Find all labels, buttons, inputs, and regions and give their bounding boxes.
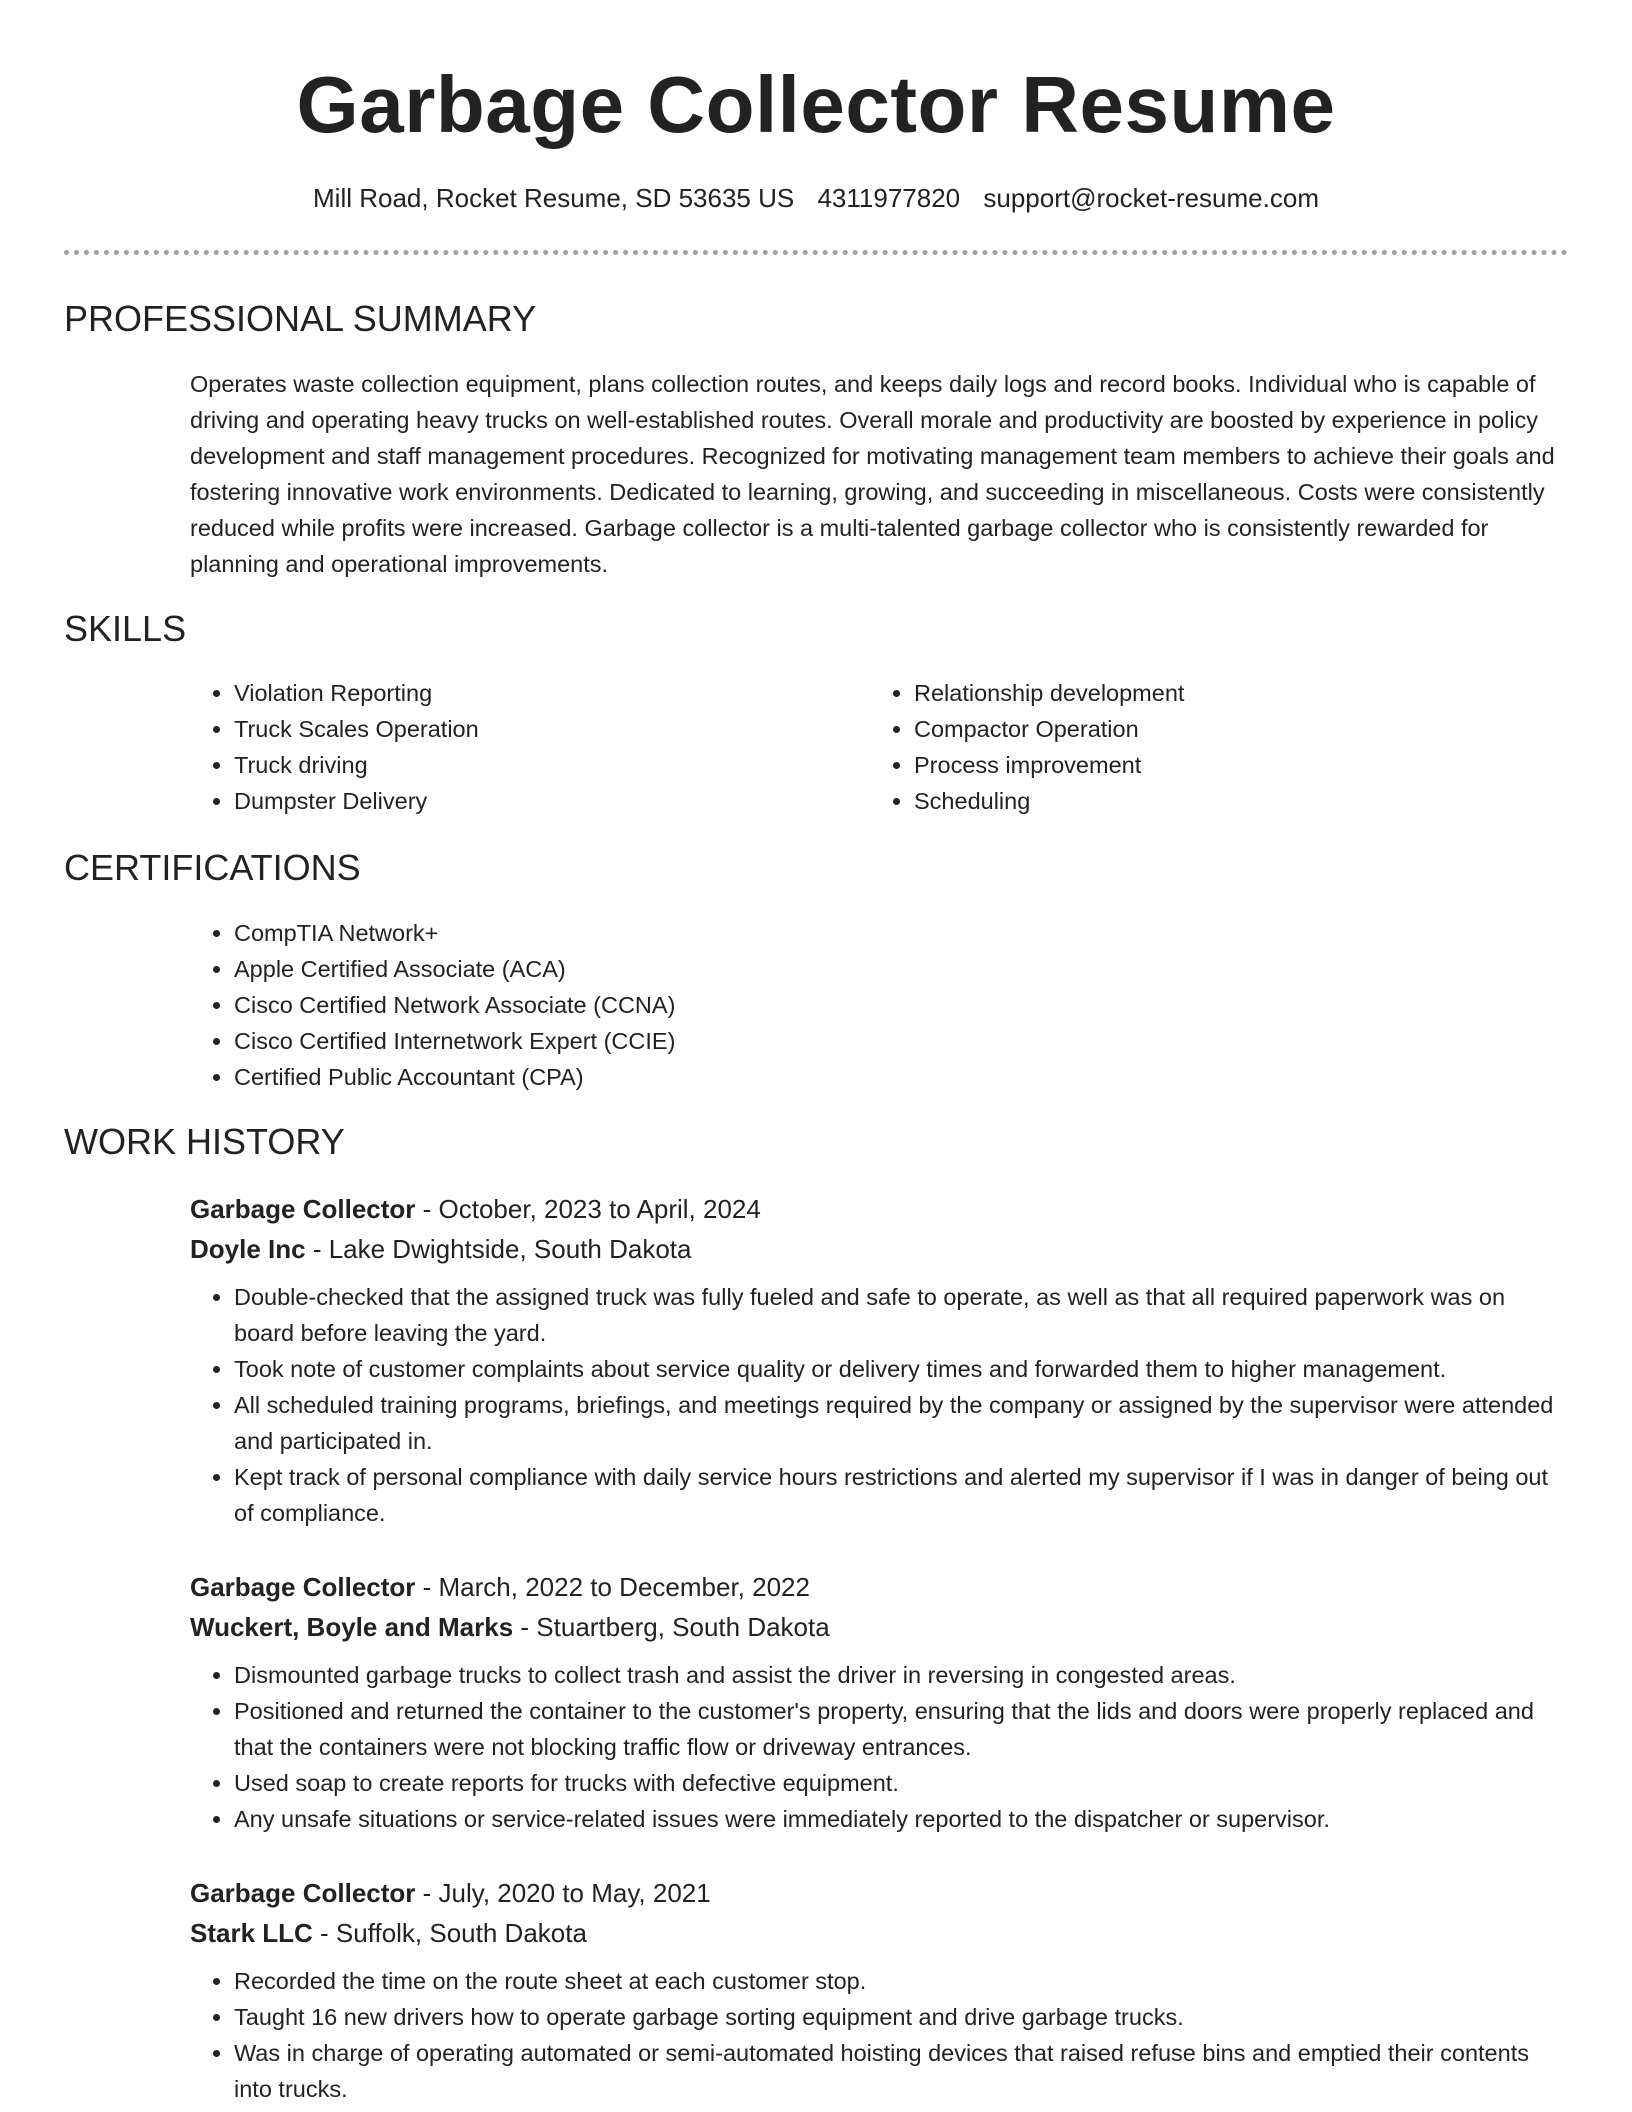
skill-item: • Dumpster Delivery	[234, 783, 820, 819]
job-title: Garbage Collector	[190, 1878, 416, 1908]
certifications-list	[190, 915, 1190, 1095]
job-bullet: • Took note of customer complaints about service quality or delivery times and forwarded them to higher management.	[234, 1351, 1570, 1387]
job-location: - Suffolk, South Dakota	[312, 1918, 587, 1948]
contact-email: support@rocket-resume.com	[983, 183, 1319, 213]
job-location: - Stuartberg, South Dakota	[513, 1612, 830, 1642]
certification-item: • Apple Certified Associate (ACA)	[234, 951, 1190, 987]
contact-line	[0, 178, 1632, 218]
contact-address: Mill Road, Rocket Resume, SD 53635 US	[313, 183, 795, 213]
job-bullet: • Positioned and returned the container to the customer's property, ensuring that the lids and doors were properly replaced and that the containers were not blocking traffic flow or driveway entrances.	[234, 1693, 1570, 1765]
certification-item: • CompTIA Network+	[234, 915, 1190, 951]
job-entry	[190, 1189, 1570, 1531]
skill-item: • Compactor Operation	[914, 711, 1510, 747]
job-dates: - October, 2023 to April, 2024	[415, 1194, 761, 1224]
job-entry	[190, 1873, 1570, 2107]
job-title-line	[190, 1873, 1570, 1913]
skills-right-column	[870, 675, 1510, 819]
job-company-line	[190, 1229, 1570, 1269]
certification-item: • Cisco Certified Network Associate (CCNA)	[234, 987, 1190, 1023]
job-title-line	[190, 1567, 1570, 1607]
job-company: Doyle Inc	[190, 1234, 306, 1264]
job-title: Garbage Collector	[190, 1572, 416, 1602]
job-title: Garbage Collector	[190, 1194, 416, 1224]
job-company-line	[190, 1913, 1570, 1953]
job-dates: - March, 2022 to December, 2022	[415, 1572, 810, 1602]
summary-text: Operates waste collection equipment, plans collection routes, and keeps daily logs and record books. Individual who is capable of driving and operating heavy trucks on well-established routes. Overall morale and productivity are boosted by experience in policy development and staff management procedures. Recognized for motivating management team members to achieve their goals and fostering innovative work environments. Dedicated to learning, growing, and succeeding in miscellaneous. Costs were consistently reduced while profits were increased. Garbage collector is a multi-talented garbage collector who is consistently rewarded for planning and operational improvements.	[190, 371, 1555, 577]
job-dates: - July, 2020 to May, 2021	[415, 1878, 711, 1908]
job-bullet: • Used soap to create reports for trucks with defective equipment.	[234, 1765, 1570, 1801]
skill-item: • Relationship development	[914, 675, 1510, 711]
job-bullet: • Dismounted garbage trucks to collect trash and assist the driver in reversing in congested areas.	[234, 1657, 1570, 1693]
certification-item: • Certified Public Accountant (CPA)	[234, 1059, 1190, 1095]
job-bullet: • Double-checked that the assigned truck was fully fueled and safe to operate, as well as that all required paperwork was on board before leaving the yard.	[234, 1279, 1570, 1351]
job-bullet: • Recorded the time on the route sheet at each customer stop.	[234, 1963, 1570, 1999]
skill-item: • Process improvement	[914, 747, 1510, 783]
skill-item: • Scheduling	[914, 783, 1510, 819]
certification-item: • Cisco Certified Internetwork Expert (CCIE)	[234, 1023, 1190, 1059]
skills-left-column	[190, 675, 820, 819]
job-bullet: • All scheduled training programs, briefings, and meetings required by the company or assigned by the supervisor were attended and participated in.	[234, 1387, 1570, 1459]
certifications-heading: CERTIFICATIONS	[64, 847, 361, 888]
skills-heading: SKILLS	[64, 608, 187, 649]
job-location: - Lake Dwightside, South Dakota	[305, 1234, 692, 1264]
resume-title: Garbage Collector Resume	[296, 60, 1336, 149]
job-entry	[190, 1567, 1570, 1837]
header-divider	[64, 250, 1568, 255]
skill-item: • Truck Scales Operation	[234, 711, 820, 747]
job-bullet: • Any unsafe situations or service-related issues were immediately reported to the dispatcher or supervisor.	[234, 1801, 1570, 1837]
job-bullet: • Kept track of personal compliance with daily service hours restrictions and alerted my supervisor if I was in danger of being out of compliance.	[234, 1459, 1570, 1531]
job-bullet: • Taught 16 new drivers how to operate garbage sorting equipment and drive garbage trucks.	[234, 1999, 1570, 2035]
skill-item: • Truck driving	[234, 747, 820, 783]
job-company: Wuckert, Boyle and Marks	[190, 1612, 514, 1642]
job-company: Stark LLC	[190, 1918, 313, 1948]
job-company-line	[190, 1607, 1570, 1647]
summary-heading: PROFESSIONAL SUMMARY	[64, 298, 537, 339]
job-bullet: • Was in charge of operating automated or semi-automated hoisting devices that raised refuse bins and emptied their contents into trucks.	[234, 2035, 1570, 2107]
job-title-line	[190, 1189, 1570, 1229]
work-history-heading: WORK HISTORY	[64, 1121, 345, 1162]
contact-phone: 4311977820	[817, 183, 961, 213]
skill-item: • Violation Reporting	[234, 675, 820, 711]
